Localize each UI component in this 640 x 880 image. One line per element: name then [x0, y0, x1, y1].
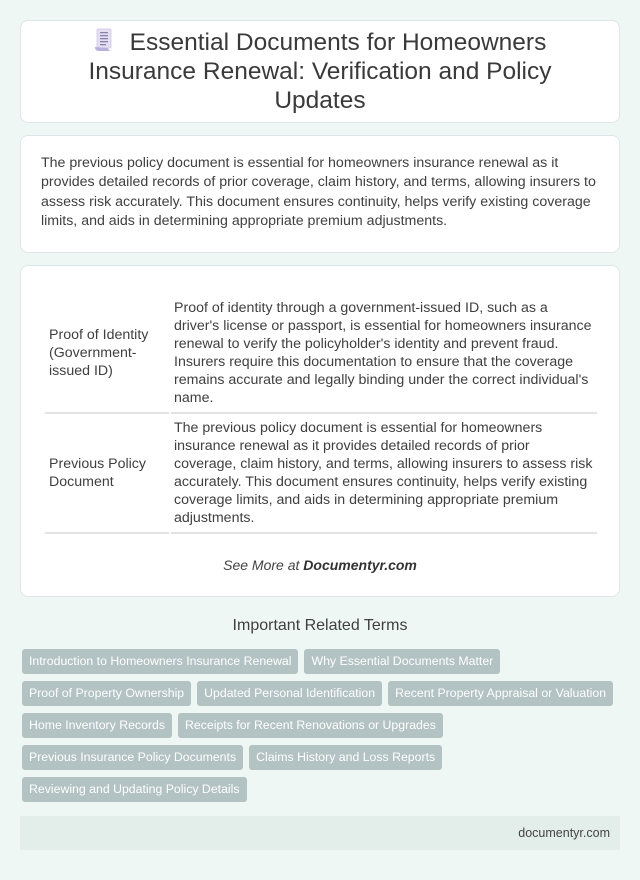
header-card — [20, 20, 620, 123]
footer-bar — [20, 816, 620, 850]
intro-text: The previous policy document is essential for homeowners insurance renewal as it provides detailed records of prior coverage, claim history, and terms, allowing insurers to assess risk accurately. This document ensures continuity, helps verify existing coverage limits, and aids in determining appropriate premium adjustments. — [41, 155, 596, 230]
page-title — [45, 28, 595, 115]
related-term-tag[interactable]: Home Inventory Records — [22, 713, 172, 738]
related-term-tag[interactable]: Why Essential Documents Matter — [304, 649, 500, 674]
document-description: Proof of identity through a government-issued ID, such as a driver's license or passport, is essential for homeowners insurance renewal to verify the policyholder's identity and prevent fraud. Insurers require this documentation to ensure that the coverage remains accurate and legally binding under the correct individual's name. — [171, 294, 597, 414]
document-name: Previous Policy Document — [45, 414, 169, 534]
related-terms-list — [22, 649, 622, 802]
see-more-link[interactable] — [21, 557, 619, 573]
footer-site-link[interactable]: documentyr.com — [518, 826, 610, 840]
related-terms-title: Important Related Terms — [232, 617, 408, 634]
see-more-site[interactable]: Documentyr.com — [303, 557, 417, 573]
related-term-tag[interactable]: Proof of Property Ownership — [22, 681, 191, 706]
related-term-tag[interactable]: Previous Insurance Policy Documents — [22, 745, 243, 770]
related-term-tag[interactable]: Claims History and Loss Reports — [249, 745, 442, 770]
document-icon — [94, 28, 114, 52]
documents-card — [20, 265, 620, 597]
table-row — [45, 414, 597, 534]
table-row — [45, 294, 597, 414]
documents-table — [43, 294, 599, 534]
related-term-tag[interactable]: Updated Personal Identification — [197, 681, 382, 706]
related-term-tag[interactable]: Recent Property Appraisal or Valuation — [388, 681, 613, 706]
related-term-tag[interactable]: Reviewing and Updating Policy Details — [22, 777, 247, 802]
see-more-prefix: See More at — [223, 557, 304, 573]
document-description: The previous policy document is essential for homeowners insurance renewal as it provides detailed records of prior coverage, claim history, and terms, allowing insurers to assess risk accurately. This document ensures continuity, helps verify existing coverage limits, and aids in determining appropriate premium adjustments. — [171, 414, 597, 534]
related-term-tag[interactable]: Introduction to Homeowners Insurance Renewal — [22, 649, 298, 674]
intro-card — [20, 135, 620, 253]
document-name: Proof of Identity (Government-issued ID) — [45, 294, 169, 414]
page-title-text: Essential Documents for Homeowners Insurance Renewal: Verification and Policy Updates — [88, 29, 552, 114]
related-term-tag[interactable]: Receipts for Recent Renovations or Upgrades — [178, 713, 443, 738]
